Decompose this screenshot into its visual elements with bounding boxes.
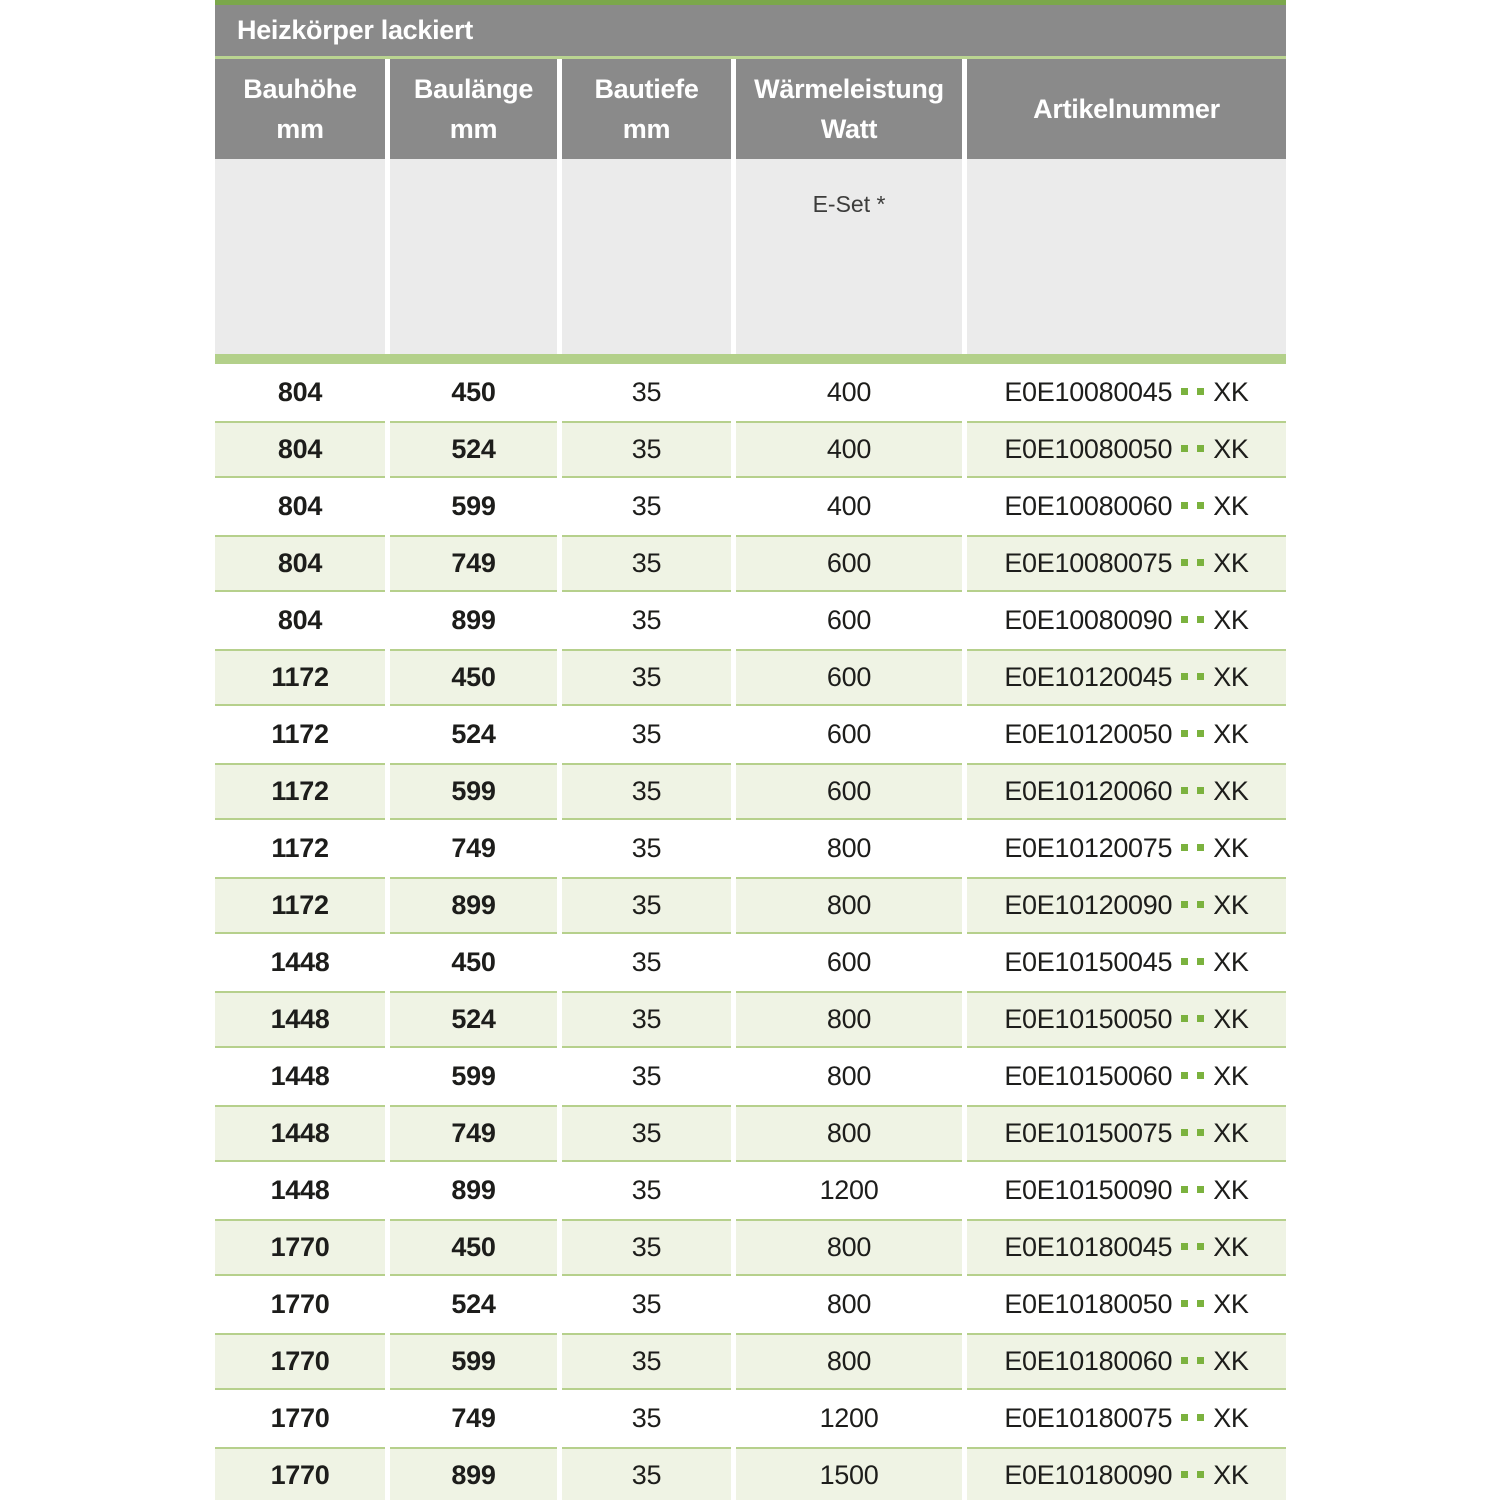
artikel-suffix: XK xyxy=(1213,833,1249,863)
artikel-separator xyxy=(1181,901,1204,910)
artikel-suffix: XK xyxy=(1213,1175,1249,1205)
cell-artikelnummer xyxy=(967,1276,1286,1333)
cell-artikelnummer xyxy=(967,763,1286,820)
spec-table xyxy=(215,0,1286,1500)
table-title-bar xyxy=(215,5,1286,56)
artikel-suffix: XK xyxy=(1213,1061,1249,1091)
cell-baulaenge: 524 xyxy=(390,706,557,763)
cell-artikelnummer xyxy=(967,820,1286,877)
cell-baulaenge: 599 xyxy=(390,1048,557,1105)
green-dot-icon xyxy=(1181,1015,1188,1022)
cell-baulaenge: 599 xyxy=(390,478,557,535)
cell-bauhoehe: 804 xyxy=(215,364,385,421)
cell-bautiefe: 35 xyxy=(562,478,731,535)
artikel-separator xyxy=(1181,502,1204,511)
cell-artikelnummer xyxy=(967,1447,1286,1500)
cell-bautiefe: 35 xyxy=(562,1333,731,1390)
artikel-separator xyxy=(1181,1072,1204,1081)
artikel-prefix: E0E10120090 xyxy=(1004,890,1173,920)
cell-bauhoehe: 1448 xyxy=(215,991,385,1048)
subheader-cell-artikelnummer xyxy=(967,159,1286,354)
artikel-separator xyxy=(1181,673,1204,682)
subheader-cell-bautiefe xyxy=(562,159,731,354)
cell-artikelnummer xyxy=(967,1333,1286,1390)
table-body xyxy=(215,364,1286,1500)
cell-bauhoehe: 1172 xyxy=(215,763,385,820)
column-header-row xyxy=(215,59,1286,159)
green-dot-icon xyxy=(1197,502,1204,509)
table-row xyxy=(215,820,1286,877)
artikel-prefix: E0E10120060 xyxy=(1004,776,1173,806)
artikel-suffix: XK xyxy=(1213,947,1249,977)
cell-bautiefe: 35 xyxy=(562,1162,731,1219)
artikel-suffix: XK xyxy=(1213,548,1249,578)
cell-bautiefe: 35 xyxy=(562,1219,731,1276)
artikel-prefix: E0E10080050 xyxy=(1004,434,1173,464)
cell-bautiefe: 35 xyxy=(562,1276,731,1333)
table-row xyxy=(215,1105,1286,1162)
cell-watt: 400 xyxy=(736,478,962,535)
green-dot-icon xyxy=(1181,844,1188,851)
column-header-artikelnummer xyxy=(967,59,1286,159)
cell-artikelnummer xyxy=(967,535,1286,592)
cell-baulaenge: 749 xyxy=(390,820,557,877)
header-body-divider-bar xyxy=(215,354,1286,364)
green-dot-icon xyxy=(1197,1243,1204,1250)
cell-artikelnummer xyxy=(967,592,1286,649)
cell-artikelnummer xyxy=(967,1048,1286,1105)
cell-bautiefe: 35 xyxy=(562,592,731,649)
green-dot-icon xyxy=(1197,1015,1204,1022)
cell-watt: 1200 xyxy=(736,1162,962,1219)
artikel-prefix: E0E10150060 xyxy=(1004,1061,1173,1091)
column-label: Artikelnummer xyxy=(1033,93,1220,124)
cell-baulaenge: 599 xyxy=(390,1333,557,1390)
cell-watt: 800 xyxy=(736,820,962,877)
green-dot-icon xyxy=(1197,1300,1204,1307)
cell-bautiefe: 35 xyxy=(562,991,731,1048)
cell-bauhoehe: 1770 xyxy=(215,1333,385,1390)
cell-watt: 400 xyxy=(736,421,962,478)
green-dot-icon xyxy=(1181,1471,1188,1478)
cell-baulaenge: 899 xyxy=(390,592,557,649)
cell-bauhoehe: 1172 xyxy=(215,820,385,877)
artikel-suffix: XK xyxy=(1213,434,1249,464)
cell-watt: 1500 xyxy=(736,1447,962,1500)
cell-baulaenge: 450 xyxy=(390,649,557,706)
subheader-cell-bauhoehe xyxy=(215,159,385,354)
green-dot-icon xyxy=(1197,1357,1204,1364)
artikel-suffix: XK xyxy=(1213,890,1249,920)
table-row xyxy=(215,1048,1286,1105)
green-dot-icon xyxy=(1181,1357,1188,1364)
artikel-prefix: E0E10180045 xyxy=(1004,1232,1173,1262)
artikel-suffix: XK xyxy=(1213,1232,1249,1262)
cell-watt: 800 xyxy=(736,1276,962,1333)
green-dot-icon xyxy=(1197,1471,1204,1478)
cell-baulaenge: 450 xyxy=(390,934,557,991)
cell-bautiefe: 35 xyxy=(562,877,731,934)
cell-artikelnummer xyxy=(967,1390,1286,1447)
column-label: Bautiefe xyxy=(594,73,699,104)
cell-bauhoehe: 804 xyxy=(215,478,385,535)
artikel-prefix: E0E10080045 xyxy=(1004,377,1173,407)
cell-artikelnummer xyxy=(967,1162,1286,1219)
cell-bauhoehe: 1448 xyxy=(215,934,385,991)
cell-artikelnummer xyxy=(967,991,1286,1048)
cell-bautiefe: 35 xyxy=(562,1390,731,1447)
cell-baulaenge: 524 xyxy=(390,1276,557,1333)
cell-bautiefe: 35 xyxy=(562,820,731,877)
green-dot-icon xyxy=(1181,616,1188,623)
green-dot-icon xyxy=(1197,673,1204,680)
artikel-separator xyxy=(1181,1186,1204,1195)
artikel-prefix: E0E10180075 xyxy=(1004,1403,1173,1433)
green-dot-icon xyxy=(1181,1300,1188,1307)
column-header-bautiefe xyxy=(562,59,731,159)
artikel-suffix: XK xyxy=(1213,1118,1249,1148)
table-row xyxy=(215,649,1286,706)
cell-watt: 800 xyxy=(736,1333,962,1390)
cell-bauhoehe: 804 xyxy=(215,592,385,649)
artikel-separator xyxy=(1181,1357,1204,1366)
cell-watt: 400 xyxy=(736,364,962,421)
cell-bautiefe: 35 xyxy=(562,1048,731,1105)
table-row xyxy=(215,706,1286,763)
cell-baulaenge: 899 xyxy=(390,1162,557,1219)
cell-bautiefe: 35 xyxy=(562,649,731,706)
artikel-separator xyxy=(1181,445,1204,454)
artikel-prefix: E0E10150090 xyxy=(1004,1175,1173,1205)
table-row xyxy=(215,1447,1286,1500)
green-dot-icon xyxy=(1181,673,1188,680)
subheader-row xyxy=(215,159,1286,354)
cell-artikelnummer xyxy=(967,649,1286,706)
cell-bautiefe: 35 xyxy=(562,934,731,991)
green-dot-icon xyxy=(1197,559,1204,566)
cell-watt: 600 xyxy=(736,763,962,820)
cell-bauhoehe: 1172 xyxy=(215,877,385,934)
artikel-suffix: XK xyxy=(1213,1403,1249,1433)
cell-bautiefe: 35 xyxy=(562,535,731,592)
cell-baulaenge: 749 xyxy=(390,535,557,592)
artikel-separator xyxy=(1181,1414,1204,1423)
cell-baulaenge: 749 xyxy=(390,1105,557,1162)
table-row xyxy=(215,364,1286,421)
artikel-suffix: XK xyxy=(1213,1346,1249,1376)
column-header-waermeleistung xyxy=(736,59,962,159)
column-label: Wärmeleistung xyxy=(754,73,944,104)
cell-watt: 800 xyxy=(736,1048,962,1105)
artikel-suffix: XK xyxy=(1213,776,1249,806)
artikel-prefix: E0E10150050 xyxy=(1004,1004,1173,1034)
column-label: Baulänge xyxy=(413,73,534,104)
green-dot-icon xyxy=(1197,1414,1204,1421)
cell-bauhoehe: 1770 xyxy=(215,1390,385,1447)
cell-watt: 800 xyxy=(736,877,962,934)
table-row xyxy=(215,877,1286,934)
artikel-separator xyxy=(1181,958,1204,967)
cell-bautiefe: 35 xyxy=(562,1105,731,1162)
cell-watt: 600 xyxy=(736,934,962,991)
artikel-prefix: E0E10120075 xyxy=(1004,833,1173,863)
green-dot-icon xyxy=(1197,844,1204,851)
artikel-suffix: XK xyxy=(1213,491,1249,521)
cell-bautiefe: 35 xyxy=(562,421,731,478)
artikel-suffix: XK xyxy=(1213,1004,1249,1034)
cell-baulaenge: 749 xyxy=(390,1390,557,1447)
artikel-suffix: XK xyxy=(1213,605,1249,635)
subheader-cell-baulaenge xyxy=(390,159,557,354)
artikel-suffix: XK xyxy=(1213,1460,1249,1490)
cell-baulaenge: 450 xyxy=(390,364,557,421)
cell-bauhoehe: 1448 xyxy=(215,1162,385,1219)
artikel-suffix: XK xyxy=(1213,377,1249,407)
cell-artikelnummer xyxy=(967,934,1286,991)
cell-artikelnummer xyxy=(967,364,1286,421)
cell-bauhoehe: 1770 xyxy=(215,1219,385,1276)
artikel-suffix: XK xyxy=(1213,662,1249,692)
green-dot-icon xyxy=(1197,958,1204,965)
green-dot-icon xyxy=(1181,1243,1188,1250)
table-row xyxy=(215,763,1286,820)
cell-bauhoehe: 804 xyxy=(215,421,385,478)
green-dot-icon xyxy=(1181,445,1188,452)
cell-baulaenge: 899 xyxy=(390,1447,557,1500)
artikel-separator xyxy=(1181,787,1204,796)
green-dot-icon xyxy=(1181,1414,1188,1421)
green-dot-icon xyxy=(1181,958,1188,965)
cell-bautiefe: 35 xyxy=(562,706,731,763)
cell-baulaenge: 524 xyxy=(390,991,557,1048)
table-row xyxy=(215,991,1286,1048)
artikel-separator xyxy=(1181,1015,1204,1024)
cell-watt: 800 xyxy=(736,991,962,1048)
cell-bauhoehe: 1448 xyxy=(215,1048,385,1105)
column-header-baulaenge xyxy=(390,59,557,159)
table-row xyxy=(215,592,1286,649)
column-label: Bauhöhe xyxy=(243,73,357,104)
table-row xyxy=(215,1219,1286,1276)
table-row xyxy=(215,1390,1286,1447)
artikel-prefix: E0E10180060 xyxy=(1004,1346,1173,1376)
green-dot-icon xyxy=(1181,559,1188,566)
cell-bauhoehe: 1172 xyxy=(215,706,385,763)
artikel-separator xyxy=(1181,1300,1204,1309)
artikel-suffix: XK xyxy=(1213,1289,1249,1319)
artikel-prefix: E0E10120050 xyxy=(1004,719,1173,749)
artikel-separator xyxy=(1181,616,1204,625)
green-dot-icon xyxy=(1197,1186,1204,1193)
artikel-separator xyxy=(1181,1129,1204,1138)
green-dot-icon xyxy=(1181,502,1188,509)
green-dot-icon xyxy=(1197,787,1204,794)
green-dot-icon xyxy=(1181,1129,1188,1136)
green-dot-icon xyxy=(1181,1186,1188,1193)
cell-watt: 600 xyxy=(736,592,962,649)
table-title: Heizkörper lackiert xyxy=(237,15,473,45)
cell-bauhoehe: 1770 xyxy=(215,1276,385,1333)
green-dot-icon xyxy=(1197,388,1204,395)
cell-baulaenge: 450 xyxy=(390,1219,557,1276)
cell-bauhoehe: 1448 xyxy=(215,1105,385,1162)
column-unit: Watt xyxy=(820,114,878,144)
cell-bautiefe: 35 xyxy=(562,1447,731,1500)
artikel-prefix: E0E10080060 xyxy=(1004,491,1173,521)
table-row xyxy=(215,535,1286,592)
artikel-prefix: E0E10120045 xyxy=(1004,662,1173,692)
table-row xyxy=(215,478,1286,535)
artikel-prefix: E0E10150075 xyxy=(1004,1118,1173,1148)
artikel-separator xyxy=(1181,1243,1204,1252)
column-unit: mm xyxy=(622,114,671,144)
artikel-prefix: E0E10150045 xyxy=(1004,947,1173,977)
green-dot-icon xyxy=(1181,730,1188,737)
cell-watt: 1200 xyxy=(736,1390,962,1447)
cell-watt: 800 xyxy=(736,1105,962,1162)
green-dot-icon xyxy=(1181,787,1188,794)
cell-bautiefe: 35 xyxy=(562,763,731,820)
green-dot-icon xyxy=(1197,445,1204,452)
subheader-cell-eset xyxy=(736,159,962,354)
cell-baulaenge: 599 xyxy=(390,763,557,820)
artikel-prefix: E0E10080075 xyxy=(1004,548,1173,578)
green-dot-icon xyxy=(1197,616,1204,623)
cell-baulaenge: 524 xyxy=(390,421,557,478)
cell-artikelnummer xyxy=(967,421,1286,478)
cell-baulaenge: 899 xyxy=(390,877,557,934)
green-dot-icon xyxy=(1181,388,1188,395)
artikel-separator xyxy=(1181,844,1204,853)
artikel-suffix: XK xyxy=(1213,719,1249,749)
table-row xyxy=(215,934,1286,991)
cell-artikelnummer xyxy=(967,706,1286,763)
cell-bautiefe: 35 xyxy=(562,364,731,421)
cell-bauhoehe: 804 xyxy=(215,535,385,592)
table-row xyxy=(215,1162,1286,1219)
artikel-separator xyxy=(1181,388,1204,397)
artikel-separator xyxy=(1181,559,1204,568)
cell-watt: 800 xyxy=(736,1219,962,1276)
cell-artikelnummer xyxy=(967,877,1286,934)
cell-watt: 600 xyxy=(736,706,962,763)
cell-bauhoehe: 1770 xyxy=(215,1447,385,1500)
green-dot-icon xyxy=(1197,1129,1204,1136)
table-row xyxy=(215,421,1286,478)
artikel-prefix: E0E10180090 xyxy=(1004,1460,1173,1490)
green-dot-icon xyxy=(1197,1072,1204,1079)
column-unit: mm xyxy=(449,114,498,144)
table-row xyxy=(215,1276,1286,1333)
artikel-prefix: E0E10180050 xyxy=(1004,1289,1173,1319)
table-row xyxy=(215,1333,1286,1390)
column-header-bauhoehe xyxy=(215,59,385,159)
green-dot-icon xyxy=(1197,901,1204,908)
cell-artikelnummer xyxy=(967,1219,1286,1276)
green-dot-icon xyxy=(1197,730,1204,737)
artikel-prefix: E0E10080090 xyxy=(1004,605,1173,635)
artikel-separator xyxy=(1181,730,1204,739)
cell-artikelnummer xyxy=(967,1105,1286,1162)
green-dot-icon xyxy=(1181,1072,1188,1079)
cell-artikelnummer xyxy=(967,478,1286,535)
cell-watt: 600 xyxy=(736,649,962,706)
eset-label: E-Set * xyxy=(812,191,886,217)
cell-watt: 600 xyxy=(736,535,962,592)
green-dot-icon xyxy=(1181,901,1188,908)
cell-bauhoehe: 1172 xyxy=(215,649,385,706)
artikel-separator xyxy=(1181,1471,1204,1480)
column-unit: mm xyxy=(276,114,324,144)
